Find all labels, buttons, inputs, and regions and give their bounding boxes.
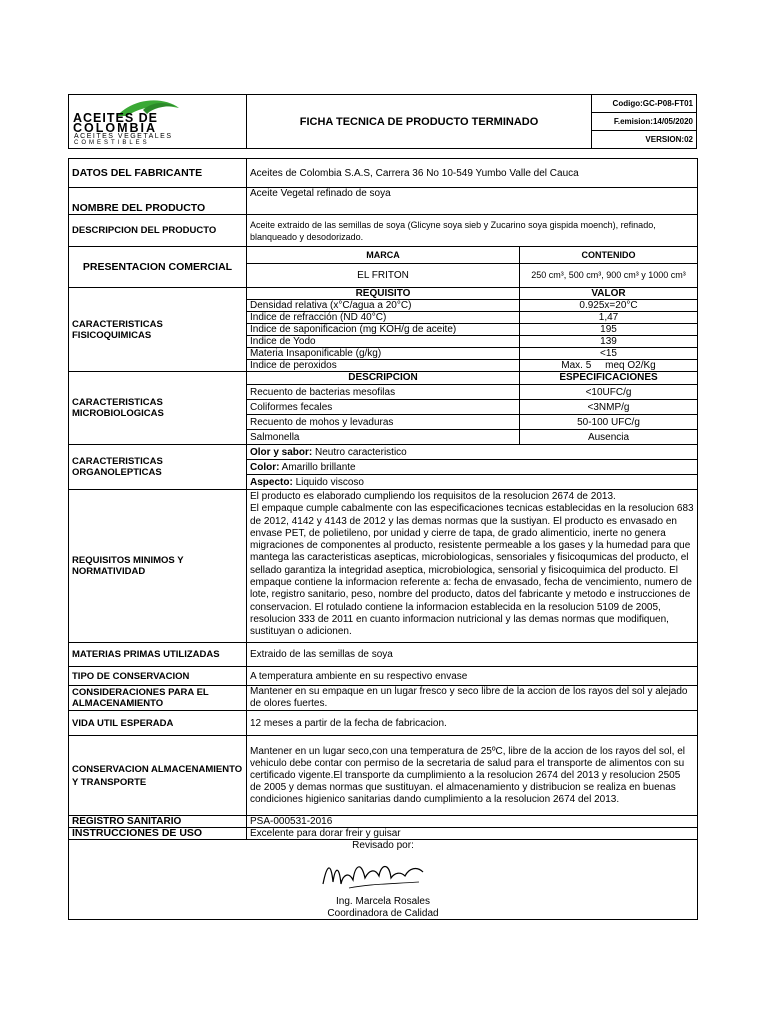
value-instrucciones: Excelente para dorar freir y guisar <box>247 828 698 840</box>
label-transporte: CONSERVACION ALMACENAMIENTO Y TRANSPORTE <box>69 736 247 816</box>
requisitos-p2: El empaque cumple cabalmente con las especificaciones tecnicas establecidas en la resolucion 683 de 2012, 4142 y 4143 de 2012 y las demas normas que la sustiyan. El producto es envasado en envase PET, de polietileno, por unidad y cierre de tapa, de grado alimenticio, inerte no genera migraciones de componentes al producto, resistente permeable a los gases y la humedad para que mantega las caracteristicas asepticas, microbiologicas, sensoriales y fisicoqumicas del producto, el sellado garantiza la integridad aseptica, microbiologica, sensorial y fisicoquimica del producto. El empaque contiene la informacion referente a: fecha de envasado, fecha de vencimiento, numero de lote, registro sanitario, peso, nombre del producto, datos del fabricante y metodo e instrucciones de conservacion. El rotulado contiene la informacion establecida en la resolucion 5109 de 2005, resolucion 333 de 2011 en cuanto informacion nutricional y las demas normas que modifiquen, sustituyan o adicionen. <box>250 503 694 638</box>
reviewed-label: Revisado por: <box>69 840 698 852</box>
row-micro-header <box>69 372 698 385</box>
row-transporte <box>69 736 698 816</box>
value-descripcion: Aceite extraido de las semillas de soya (Glicyne soya sieb y Zucarino soya gispida moench), refinado, blanqueado y desodorizado. <box>247 215 698 247</box>
signer-role: Coordinadora de Calidad <box>69 908 698 920</box>
logo-line3: ACEITES VEGETALES <box>74 132 173 140</box>
fq-val: 139 <box>520 336 698 348</box>
row-materias <box>69 643 698 667</box>
micro-desc: Salmonella <box>247 430 520 445</box>
document-version: VERSION:02 <box>592 131 697 149</box>
row-registro <box>69 816 698 828</box>
col-marca: MARCA <box>247 247 520 264</box>
logo-cell <box>69 95 247 149</box>
fq-req: Indice de peroxidos <box>247 360 520 372</box>
fq-req: Indice de refracción (ND 40°C) <box>247 312 520 324</box>
organo-val: Liquido viscoso <box>292 476 364 488</box>
value-conservacion-tipo: A temperatura ambiente en su respectivo envase <box>247 667 698 686</box>
row-sig-role <box>69 908 698 920</box>
label-requisitos: REQUISITOS MINIMOS Y NORMATIVIDAD <box>69 490 247 643</box>
row-requisitos <box>69 490 698 643</box>
requisitos-p1: El producto es elaborado cumpliendo los requisitos de la resolucion 2674 de 2013. <box>250 491 616 502</box>
logo-line2: COLOMBIA <box>73 120 158 135</box>
micro-desc: Coliformes fecales <box>247 400 520 415</box>
signature-image <box>319 854 429 894</box>
fq-val: Max. 5 meq O2/Kg <box>520 360 698 372</box>
row-signature <box>69 852 698 896</box>
row-fabricante <box>69 159 698 188</box>
label-conservacion-tipo: TIPO DE CONSERVACION <box>69 667 247 686</box>
row-descripcion <box>69 215 698 247</box>
value-contenido: 250 cm³, 500 cm³, 900 cm³ y 1000 cm³ <box>520 264 698 288</box>
micro-desc: Recuento de mohos y levaduras <box>247 415 520 430</box>
value-materias: Extraido de las semillas de soya <box>247 643 698 667</box>
organo-row <box>69 445 698 460</box>
value-marca: EL FRITON <box>247 264 520 288</box>
logo-line4: COMESTIBLES <box>74 139 150 146</box>
micro-spec: <3NMP/g <box>520 400 698 415</box>
row-vida <box>69 711 698 736</box>
organo-key: Aspecto: <box>250 476 293 488</box>
label-presentacion: PRESENTACION COMERCIAL <box>69 247 247 288</box>
signer-name: Ing. Marcela Rosales <box>69 896 698 908</box>
label-materias: MATERIAS PRIMAS UTILIZADAS <box>69 643 247 667</box>
label-nombre: NOMBRE DEL PRODUCTO <box>69 188 247 215</box>
col-requisito: REQUISITO <box>247 288 520 300</box>
value-almacenamiento: Mantener en su empaque en un lugar fresco y seco libre de la accion de los rayos del sol y alejado de olores fuertes. <box>247 686 698 711</box>
micro-desc: Recuento de bacterias mesofilas <box>247 385 520 400</box>
fq-req: Densidad relativa (x°C/agua a 20°C) <box>247 300 520 312</box>
fq-val: <15 <box>520 348 698 360</box>
label-descripcion: DESCRIPCION DEL PRODUCTO <box>69 215 247 247</box>
row-conservacion-tipo <box>69 667 698 686</box>
header-table <box>68 94 697 149</box>
label-micro: CARACTERISTICAS MICROBIOLOGICAS <box>69 372 247 445</box>
micro-spec: <10UFC/g <box>520 385 698 400</box>
label-fabricante: DATOS DEL FABRICANTE <box>69 159 247 188</box>
organo-key: Olor y sabor: <box>250 446 313 458</box>
micro-spec: 50-100 UFC/g <box>520 415 698 430</box>
col-especificaciones: ESPECIFICACIONES <box>520 372 698 385</box>
label-vida: VIDA UTIL ESPERADA <box>69 711 247 736</box>
label-instrucciones: INSTRUCCIONES DE USO <box>69 828 247 840</box>
fq-val: 195 <box>520 324 698 336</box>
row-presentacion-header <box>69 247 698 264</box>
fq-req: Materia Insaponificable (g/kg) <box>247 348 520 360</box>
organo-key: Color: <box>250 461 280 473</box>
row-nombre <box>69 188 698 215</box>
emission-date: F.emision:14/05/2020 <box>592 113 697 131</box>
label-almacenamiento: CONSIDERACIONES PARA EL ALMACENAMIENTO <box>69 686 247 711</box>
row-instrucciones <box>69 828 698 840</box>
row-revisado <box>69 840 698 852</box>
label-registro: REGISTRO SANITARIO <box>69 816 247 828</box>
organo-val: Amarillo brillante <box>279 461 356 473</box>
col-valor: VALOR <box>520 288 698 300</box>
spec-table <box>68 158 698 920</box>
company-logo <box>69 96 245 148</box>
row-fq-header <box>69 288 698 300</box>
micro-spec: Ausencia <box>520 430 698 445</box>
value-vida: 12 meses a partir de la fecha de fabricacion. <box>247 711 698 736</box>
organo-val: Neutro caracteristico <box>312 446 407 458</box>
row-sig-name <box>69 896 698 908</box>
fq-val: 1,47 <box>520 312 698 324</box>
label-organo: CARACTERISTICAS ORGANOLEPTICAS <box>69 445 247 490</box>
document-title: FICHA TECNICA DE PRODUCTO TERMINADO <box>246 95 591 149</box>
value-fabricante: Aceites de Colombia S.A.S, Carrera 36 No 10-549 Yumbo Valle del Cauca <box>247 159 698 188</box>
document-code: Codigo:GC-P08-FT01 <box>592 95 697 113</box>
fq-val: 0.925x=20°C <box>520 300 698 312</box>
row-almacenamiento <box>69 686 698 711</box>
logo-line1: ACEITES DE <box>73 110 159 125</box>
label-fisicoquimicas: CARACTERISTICAS FISICOQUIMICAS <box>69 288 247 372</box>
col-descripcion: DESCRIPCION <box>247 372 520 385</box>
fq-req: Indice de Yodo <box>247 336 520 348</box>
fq-req: Indice de saponificacion (mg KOH/g de aceite) <box>247 324 520 336</box>
value-nombre: Aceite Vegetal refinado de soya <box>247 188 698 215</box>
col-contenido: CONTENIDO <box>520 247 698 264</box>
value-transporte: Mantener en un lugar seco,con una temperatura de 25ºC, libre de la accion de los rayos del sol, el vehiculo debe contar con permiso de la secretaria de salud para el transporte de alimentos con su certificado vigente.El transporte da cumplimiento a la resolucion 2674 del 2013 y resolucion 2505 de 2005 y demas normas que sustituyan. el almacenamiento y distribucion se realiza en buenas condiciones higienico sanitarias dando cumplimiento a la resolucion 2674 del 2013. <box>247 736 698 816</box>
value-registro: PSA-000531-2016 <box>247 816 698 828</box>
